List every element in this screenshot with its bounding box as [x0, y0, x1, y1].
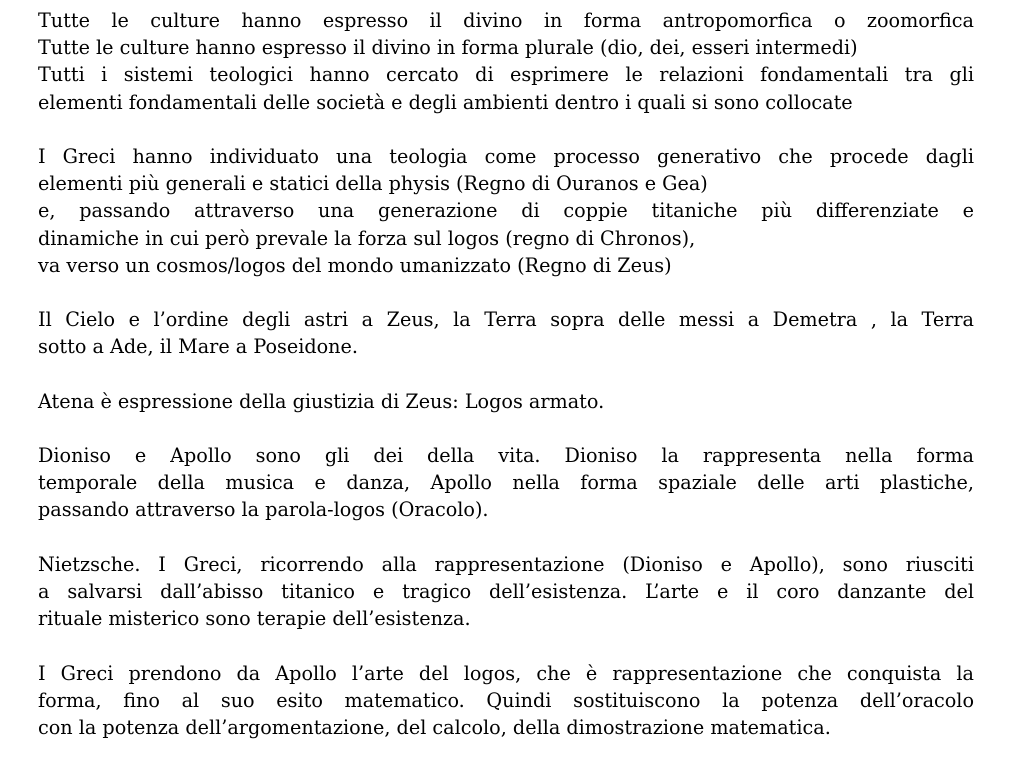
text-line: passando attraverso la parola-logos (Oracolo).	[38, 498, 489, 522]
text-line: rituale misterico sono terapie dell’esistenza.	[38, 607, 471, 631]
text-line: I Greci prendono da Apollo l’arte del logos, che è rappresentazione che conquista la	[38, 661, 974, 685]
text-line: Tutte le culture hanno espresso il divino in forma antropomorfica o zoomorfica	[38, 9, 974, 32]
paragraph-nietzsche	[38, 551, 974, 633]
text-line: Tutti i sistemi teologici hanno cercato di esprimere le relazioni fondamentali tra gli	[38, 63, 974, 87]
text-line: I Greci hanno individuato una teologia come processo generativo che procede dagli	[38, 144, 974, 168]
paragraph-gods-domains	[38, 306, 974, 360]
paragraph-dionysus-apollo	[38, 442, 974, 524]
text-line: forma, fino al suo esito matematico. Quindi sostituiscono la potenza dell’oracolo	[38, 688, 974, 712]
paragraph-logos	[38, 660, 974, 742]
paragraph-culture	[38, 7, 974, 116]
document-body	[38, 7, 974, 741]
text-line: va verso un cosmos/logos del mondo umanizzato (Regno di Zeus)	[38, 253, 672, 277]
text-line: e, passando attraverso una generazione di coppie titaniche più differenziate e	[38, 199, 974, 223]
text-line: Il Cielo e l’ordine degli astri a Zeus, la Terra sopra delle messi a Demetra , la Terra	[38, 308, 974, 332]
text-line: elementi fondamentali delle società e degli ambienti dentro i quali si sono collocate	[38, 90, 853, 114]
text-line: Dioniso e Apollo sono gli dei della vita. Dioniso la rappresenta nella forma	[38, 444, 974, 468]
text-line: sotto a Ade, il Mare a Poseidone.	[38, 335, 358, 359]
text-line: a salvarsi dall’abisso titanico e tragico dell’esistenza. L’arte e il coro danzante del	[38, 580, 974, 604]
text-line: Nietzsche. I Greci, ricorrendo alla rappresentazione (Dioniso e Apollo), sono riusciti	[38, 552, 974, 576]
paragraph-greek-theology	[38, 143, 974, 279]
text-line: Tutte le culture hanno espresso il divino in forma plurale (dio, dei, esseri intermedi)	[38, 36, 858, 60]
text-line: elementi più generali e statici della physis (Regno di Ouranos e Gea)	[38, 172, 708, 196]
text-line: temporale della musica e danza, Apollo nella forma spaziale delle arti plastiche,	[38, 471, 974, 495]
text-line: Atena è espressione della giustizia di Zeus: Logos armato.	[38, 389, 605, 413]
paragraph-athena	[38, 388, 974, 415]
text-line: dinamiche in cui però prevale la forza sul logos (regno di Chronos),	[38, 226, 696, 250]
text-line: con la potenza dell’argomentazione, del calcolo, della dimostrazione matematica.	[38, 716, 831, 740]
